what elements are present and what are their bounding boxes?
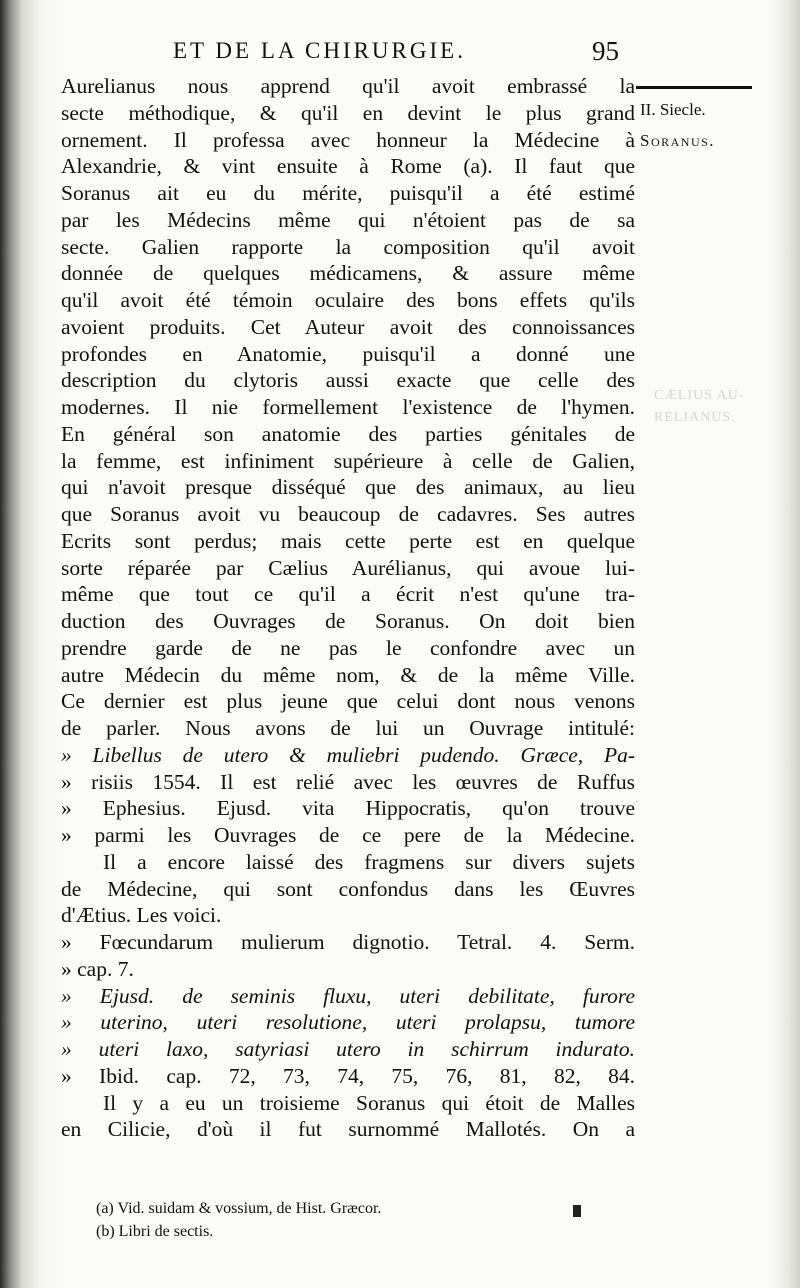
body-line: qu'il avoit été témoin oculaire des bons effets qu'ils [61, 288, 635, 312]
body-line: même que tout ce qu'il a écrit n'est qu'une tra- [61, 582, 635, 607]
margin-note-name: Soranus. [640, 131, 716, 150]
footnotes [96, 1197, 616, 1243]
printer-mark [573, 1205, 581, 1217]
citation-line: » Libellus de utero & muliebri pudendo. Græce, Pa- [61, 742, 635, 767]
body-line: avoient produits. Cet Auteur avoit des connoissances [61, 314, 635, 339]
margin-note-century: II. Siecle. [640, 100, 706, 119]
body-line: Alexandrie, & vint ensuite à Rome (a). Il faut que [61, 154, 635, 179]
body-line: Aurelianus nous apprend qu'il avoit embrassé la [61, 74, 635, 98]
citation-line: » Ejusd. de seminis fluxu, uteri debilitate, furore [61, 983, 635, 1008]
body-line: Ce dernier est plus jeune que celui dont nous venons [61, 689, 635, 714]
body-line: donnée de quelques médicamens, & assure même [61, 261, 635, 286]
show-through-text-2: RELIANUS. [654, 410, 736, 425]
body-line: Ecrits sont perdus; mais cette perte est en quelque [61, 528, 635, 553]
footnote-b: (b) Libri de sectis. [96, 1223, 214, 1240]
body-line: la femme, est infiniment supérieure à celle de Galien, [61, 448, 635, 473]
citation-line: » Ibid. cap. 72, 73, 74, 75, 76, 81, 82, 84. [61, 1063, 635, 1088]
citation-line: » uterino, uteri resolutione, uteri prolapsu, tumore [61, 1010, 635, 1035]
citation-line: » Ephesius. Ejusd. vita Hippocratis, qu'on trouve [61, 796, 635, 821]
body-text [61, 73, 635, 1143]
page-number: 95 [592, 36, 619, 66]
running-head-title: ET DE LA CHIRURGIE. [173, 38, 466, 63]
body-line: secte méthodique, & qu'il en devint le plus grand [61, 100, 635, 125]
body-line: de parler. Nous avons de lui un Ouvrage intitulé: [61, 716, 635, 740]
running-head [0, 36, 800, 70]
body-line: Il a encore laissé des fragmens sur divers sujets [103, 849, 635, 874]
body-line: Soranus ait eu du mérite, puisqu'il a été estimé [61, 181, 635, 205]
body-line: duction des Ouvrages de Soranus. On doit bien [61, 609, 635, 633]
body-line: par les Médecins même qui n'étoient pas de sa [61, 207, 635, 232]
citation-line: » risiis 1554. Il est relié avec les œuvres de Ruffus [61, 769, 635, 794]
body-line: autre Médecin du même nom, & de la même Ville. [61, 662, 635, 687]
margin-notes [636, 94, 766, 156]
body-line: profondes en Anatomie, puisqu'il a donné une [61, 341, 635, 366]
footnote-a: (a) Vid. suidam & vossium, de Hist. Græcor. [96, 1200, 382, 1217]
citation-line: » cap. 7. [61, 956, 134, 981]
citation-line: » Fœcundarum mulierum dignotio. Tetral. 4. Serm. [61, 930, 635, 954]
body-line: En général son anatomie des parties génitales de [61, 421, 635, 446]
body-line: secte. Galien rapporte la composition qu'il avoit [61, 234, 635, 259]
body-line: description du clytoris aussi exacte que celle des [61, 368, 635, 393]
body-line: ornement. Il professa avec honneur la Médecine à [61, 127, 635, 152]
margin-rule [636, 86, 752, 89]
body-line: que Soranus avoit vu beaucoup de cadavres. Ses autres [61, 502, 635, 526]
body-line: en Cilicie, d'où il fut surnommé Mallotés. On a [61, 1117, 635, 1142]
citation-line: » uteri laxo, satyriasi utero in schirrum indurato. [61, 1037, 635, 1061]
body-line: sorte réparée par Cælius Aurélianus, qui avoue lui- [61, 555, 635, 580]
body-line: prendre garde de ne pas le confondre avec un [61, 635, 635, 660]
body-line: d'Ætius. Les voici. [61, 903, 222, 928]
show-through-text-1: CÆLIUS AU- [654, 388, 745, 403]
body-line: Il y a eu un troisieme Soranus qui étoit de Malles [103, 1090, 635, 1115]
citation-line: » parmi les Ouvrages de ce pere de la Médecine. [61, 823, 635, 847]
body-line: qui n'avoit presque disséqué que des animaux, au lieu [61, 475, 635, 500]
body-line: modernes. Il nie formellement l'existence de l'hymen. [61, 395, 635, 419]
body-line: de Médecine, qui sont confondus dans les Œuvres [61, 876, 635, 901]
